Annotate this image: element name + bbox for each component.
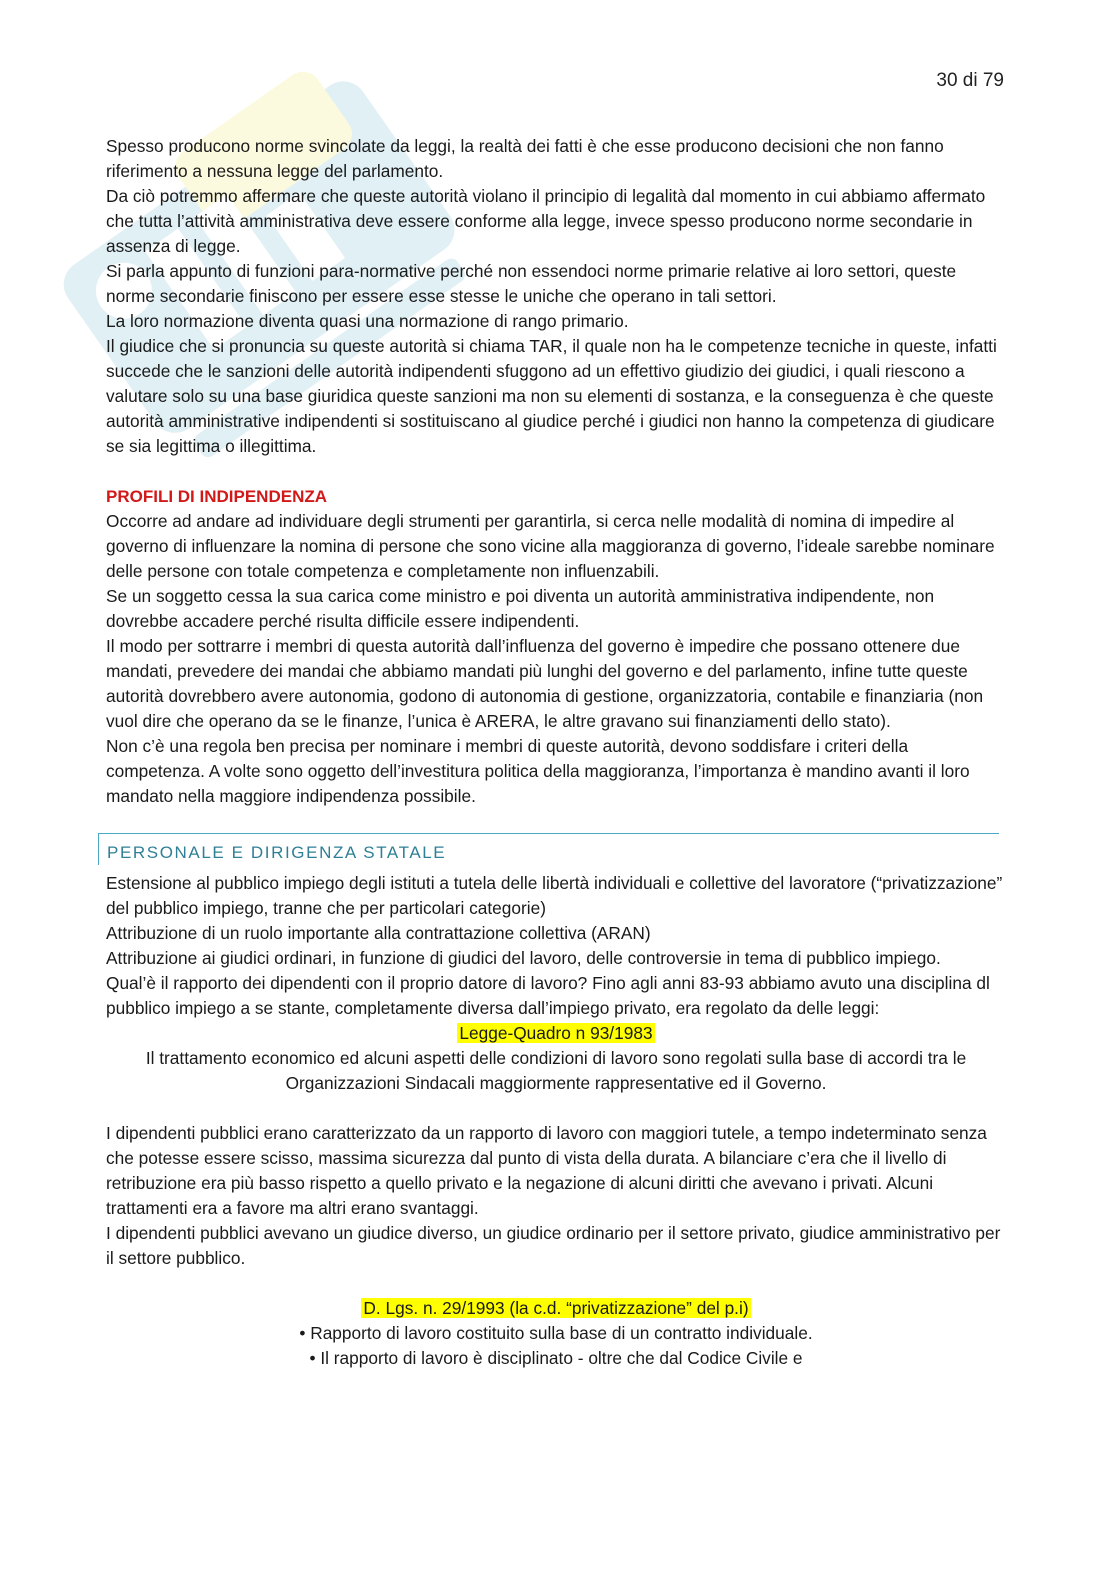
legge-quadro-title-line: [106, 1021, 1006, 1046]
paragraph: Attribuzione di un ruolo importante alla contrattazione collettiva (ARAN): [106, 923, 651, 943]
paragraph: I dipendenti pubblici avevano un giudice diverso, un giudice ordinario per il settore privato, giudice amministrativo per il settore pubblico.: [106, 1223, 1001, 1268]
paragraph: I dipendenti pubblici erano caratterizzato da un rapporto di lavoro con maggiori tutele, a tempo indeterminato senza che potesse essere scisso, massima sicurezza dal punto di vista della durata. A bilanciare c’era che il livello di retribuzione era più basso rispetto a quello privato e la negazione di alcuni diritti che avevano i privati. Alcuni trattamenti era a favore ma altri erano svantaggi.: [106, 1123, 987, 1218]
profili-heading: PROFILI DI INDIPENDENZA: [106, 487, 328, 506]
paragraph: Se un soggetto cessa la sua carica come ministro e poi diventa un autorità amministrativa indipendente, non dovrebbe accadere perché risulta difficile essere indipendenti.: [106, 586, 935, 631]
bullet-item: • Il rapporto di lavoro è disciplinato - oltre che dal Codice Civile e: [309, 1348, 803, 1368]
page-number: 30 di 79: [936, 70, 1004, 91]
paragraph: Qual’è il rapporto dei dipendenti con il proprio datore di lavoro? Fino agli anni 83-93 abbiamo avuto una disciplina dl pubblico impiego a se stante, completamente diversa dall’impiego privato, era regolato da delle leggi:: [106, 973, 990, 1018]
paragraph: Attribuzione ai giudici ordinari, in funzione di giudici del lavoro, delle controversie in tema di pubblico impiego.: [106, 948, 941, 968]
paragraph: Spesso producono norme svincolate da leggi, la realtà dei fatti è che esse producono decisioni che non fanno riferimento a nessuna legge del parlamento.: [106, 136, 944, 181]
legge-quadro-title: Legge-Quadro n 93/1983: [459, 1023, 653, 1043]
dlgs-title: D. Lgs. n. 29/1993 (la c.d. “privatizzazione” del p.i): [363, 1298, 749, 1318]
legge-quadro-text: Il trattamento economico ed alcuni aspetti delle condizioni di lavoro sono regolati sulla base di accordi tra le Organizzazioni Sindacali maggiormente rappresentative ed il Governo.: [145, 1048, 967, 1093]
paragraph: La loro normazione diventa quasi una normazione di rango primario.: [106, 311, 629, 331]
paragraph: Non c’è una regola ben precisa per nominare i membri di queste autorità, devono soddisfare i criteri della competenza. A volte sono oggetto dell’investitura politica della maggioranza, l’importanza è mandino avanti il loro mandato nella maggiore indipendenza possibile.: [106, 736, 970, 806]
bullet-item: • Rapporto di lavoro costituito sulla base di un contratto individuale.: [299, 1323, 813, 1343]
paragraph: Occorre ad andare ad individuare degli strumenti per garantirla, si cerca nelle modalità di nomina di impedire al governo di influenzare la nomina di persone che sono vicine alla maggioranza di governo, l’ideale sarebbe nominare delle persone con totale competenza e completamente non influenzabili.: [106, 511, 995, 581]
paragraph: Si parla appunto di funzioni para-normative perché non essendoci norme primarie relative ai loro settori, queste norme secondarie finiscono per essere esse stesse le uniche che operano in tali settori.: [106, 261, 957, 306]
paragraph: Estensione al pubblico impiego degli istituti a tutela delle libertà individuali e collettive del lavoratore (“privatizzazione” del pubblico impiego, tranne che per particolari categorie): [106, 873, 1003, 918]
paragraph: Il giudice che si pronuncia su queste autorità si chiama TAR, il quale non ha le competenze tecniche in queste, infatti succede che le sanzioni delle autorità indipendenti sfuggono ad un effettivo giudizio dei giudici, i quali riescono a valutare solo su una base giuridica queste sanzioni ma non su elementi di sostanza, e la conseguenza è che queste autorità amministrative indipendenti si sostituiscano al giudice perché i giudici non hanno la competenza di giudicare se sia legittima o illegittima.: [106, 336, 997, 456]
spacer: [106, 1096, 1006, 1121]
spacer: [106, 1271, 1006, 1296]
dlgs-title-line: [106, 1296, 1006, 1321]
document-body: [106, 134, 1006, 1371]
paragraph: Il modo per sottrarre i membri di questa autorità dall’influenza del governo è impedire che possano ottenere due mandati, prevedere dei mandai che abbiamo mandati più lunghi del governo e del parlamento, infine tutte queste autorità dovrebbero avere autonomia, godono di autonomia di gestione, organizzatoria, contabile e finanziaria (non vuol dire che operano da se le finanze, l’unica è ARERA, le altre gravano sui finanziamenti dello stato).: [106, 636, 984, 731]
section-heading-personale: PERSONALE E DIRIGENZA STATALE: [98, 833, 999, 865]
paragraph: Da ciò potremmo affermare che queste autorità violano il principio di legalità dal momento in cui abbiamo affermato che tutta l’attività amministrativa deve essere conforme alla legge, invece spesso producono norme secondarie in assenza di legge.: [106, 186, 986, 256]
